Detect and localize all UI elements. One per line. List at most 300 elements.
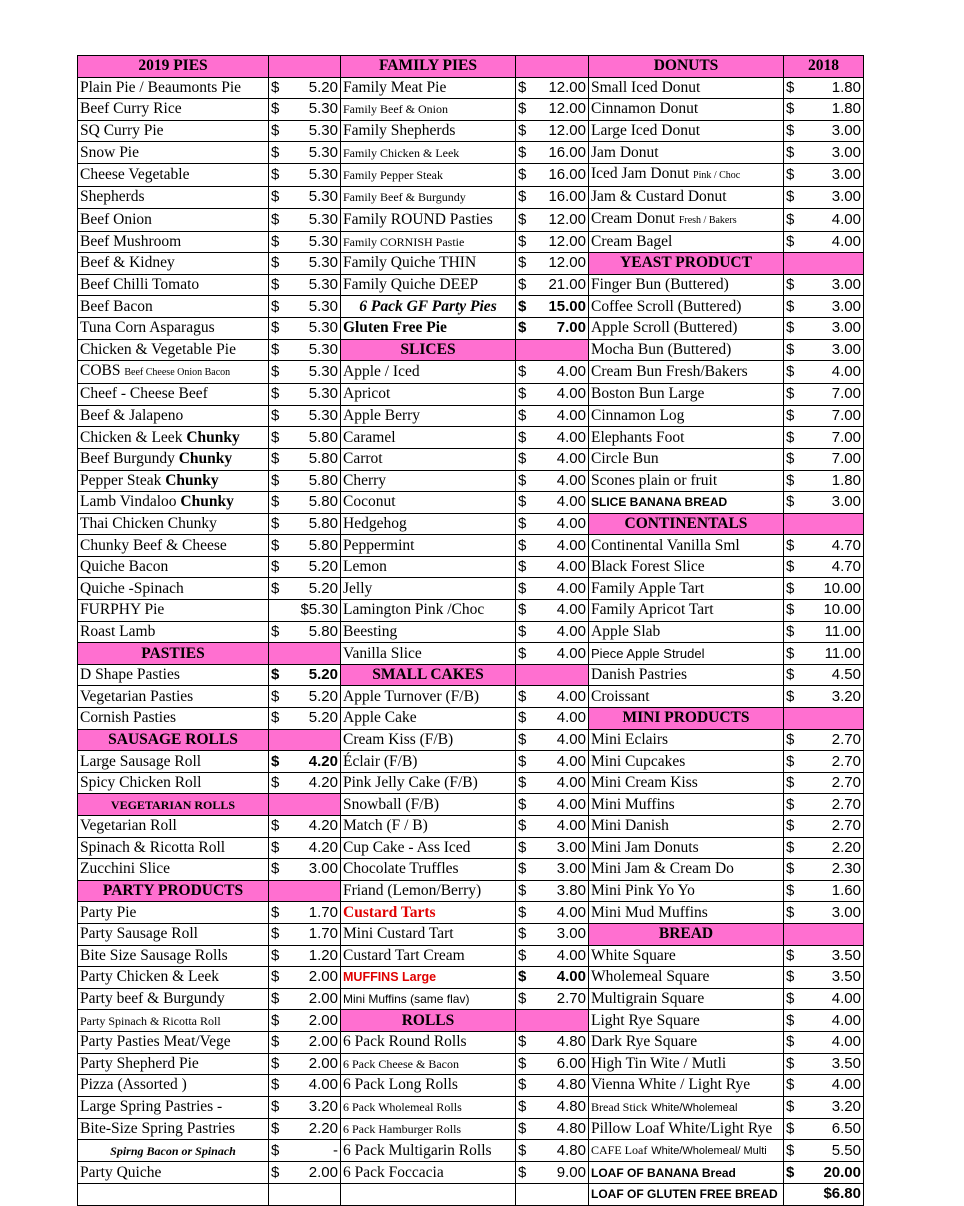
section-header-label: ROLLS: [401, 1011, 455, 1029]
price-value: 7.00: [831, 428, 861, 446]
price-cell: [516, 578, 589, 600]
price-value: 2.00: [308, 968, 338, 986]
header-fill: [516, 1010, 589, 1032]
dollar-sign: $: [518, 730, 527, 748]
price-cell: [784, 361, 864, 384]
item-name: Vegetarian Pasties: [80, 687, 194, 705]
price-cell: [784, 99, 864, 121]
item-name-cell: [341, 686, 516, 708]
price-value: 12.00: [548, 210, 586, 228]
dollar-sign: $: [786, 1076, 795, 1094]
dollar-sign: $: [786, 143, 795, 161]
price-value: 4.00: [831, 363, 861, 381]
item-name: Mocha Bun (Buttered): [591, 340, 732, 358]
price-cell: [516, 859, 589, 881]
table-row: [78, 1075, 864, 1097]
price-value: 5.20: [308, 558, 338, 576]
item-name-cell: [78, 1053, 269, 1075]
item-name-cell: [589, 988, 784, 1010]
price-value: 5.30: [308, 407, 338, 425]
item-name: LOAF OF GLUTEN FREE BREAD: [591, 1187, 778, 1202]
price-value: 2.00: [308, 990, 338, 1008]
dollar-sign: $: [271, 925, 280, 943]
item-name-cell: [78, 142, 269, 164]
price-value: 4.00: [556, 795, 586, 813]
price-value: 5.80: [308, 428, 338, 446]
price-cell: [784, 296, 864, 318]
item-name-cell: [78, 1031, 269, 1053]
price-cell: [516, 945, 589, 967]
item-name: Cinnamon Log: [591, 407, 685, 425]
dollar-sign: $: [271, 385, 280, 403]
dollar-sign: $: [271, 838, 280, 856]
item-name-cell: [341, 967, 516, 989]
item-name: Coffee Scroll (Buttered): [591, 297, 742, 315]
item-name-cell: [589, 1096, 784, 1118]
price-value: 4.00: [556, 493, 586, 511]
item-name: Coconut: [343, 493, 396, 511]
table-row: [78, 923, 864, 945]
price-cell: [269, 208, 341, 231]
price-value: 2.70: [831, 774, 861, 792]
table-row: [78, 317, 864, 339]
dollar-sign: $: [518, 100, 527, 118]
item-name: Family CORNISH Pastie: [343, 234, 465, 249]
price-value: 4.80: [556, 1076, 586, 1094]
item-name: Finger Bun (Buttered): [591, 276, 729, 294]
price-cell: [516, 621, 589, 643]
item-name-cell: [589, 274, 784, 296]
item-name: Peppermint: [343, 536, 415, 554]
header-fill: [516, 664, 589, 686]
dollar-sign: $: [271, 493, 280, 511]
price-value: 5.30: [308, 363, 338, 381]
item-note: Beef Cheese Onion Bacon: [124, 367, 231, 379]
price-value: $5.30: [300, 601, 338, 619]
dollar-sign: $: [786, 450, 795, 468]
header-fill: [269, 729, 341, 751]
table-row: [78, 163, 864, 186]
dollar-sign: $: [518, 1120, 527, 1138]
dollar-sign: $: [271, 1120, 280, 1138]
section-header-label: YEAST PRODUCT: [620, 254, 752, 272]
dollar-sign: $: [271, 407, 280, 425]
table-row: [78, 1140, 864, 1162]
item-name: Large Spring Pastries -: [80, 1098, 223, 1116]
item-name: Mini Muffins (same flav): [343, 992, 470, 1007]
item-name: Mini Muffins: [591, 795, 675, 813]
table-row: [78, 1010, 864, 1032]
section-header-label: PARTY PRODUCTS: [102, 882, 244, 900]
header-fill: [516, 56, 589, 78]
price-cell: [784, 208, 864, 231]
price-value: 5.30: [308, 340, 338, 358]
item-name-cell: [78, 296, 269, 318]
item-name-cell: [589, 772, 784, 794]
price-value: 3.00: [831, 122, 861, 140]
dollar-sign: $: [271, 817, 280, 835]
item-name-cell: [341, 729, 516, 751]
item-name-cell: [341, 988, 516, 1010]
item-name-cell: [78, 120, 269, 142]
price-cell: [516, 1118, 589, 1140]
item-name-cell: [589, 643, 784, 665]
price-cell: [784, 1053, 864, 1075]
section-header-label: SLICES: [400, 340, 456, 358]
item-name: Cup Cake - Ass Iced: [343, 838, 471, 856]
dollar-sign: $: [786, 666, 795, 684]
price-cell: [269, 1140, 341, 1162]
item-name-cell: [78, 1096, 269, 1118]
price-cell: [269, 751, 341, 773]
price-cell: [269, 816, 341, 838]
dollar-sign: $: [786, 1163, 795, 1181]
price-cell: [516, 142, 589, 164]
item-name-cell: [341, 99, 516, 121]
item-name: Cream Bun Fresh/Bakers: [591, 363, 748, 381]
table-row: [78, 600, 864, 622]
item-name-cell: [78, 686, 269, 708]
dollar-sign: $: [786, 946, 795, 964]
dollar-sign: $: [786, 601, 795, 619]
price-cell: [516, 405, 589, 427]
price-value: 10.00: [823, 601, 861, 619]
table-row: [78, 231, 864, 253]
price-value: 4.00: [831, 1011, 861, 1029]
price-cell: [269, 578, 341, 600]
item-name: Friand (Lemon/Berry): [343, 882, 482, 900]
table-row: [78, 621, 864, 643]
price-value: 3.00: [831, 165, 861, 183]
item-name-cell: [341, 556, 516, 578]
header-fill: [516, 339, 589, 361]
price-value: 6.50: [831, 1120, 861, 1138]
price-cell: [784, 1183, 864, 1205]
dollar-sign: $: [271, 752, 280, 770]
price-cell: [269, 988, 341, 1010]
dollar-sign: $: [518, 122, 527, 140]
price-cell: [269, 448, 341, 470]
item-name-cell: [589, 361, 784, 384]
table-row: [78, 794, 864, 816]
price-value: 4.00: [831, 990, 861, 1008]
table-row: [78, 708, 864, 730]
dollar-sign: $: [518, 1163, 527, 1181]
item-name: White Square: [591, 946, 676, 964]
price-cell: [516, 1140, 589, 1162]
dollar-sign: $: [786, 730, 795, 748]
item-name: Beef Chilli Tomato: [80, 276, 200, 294]
item-name-cell: [589, 837, 784, 859]
dollar-sign: $: [786, 363, 795, 381]
dollar-sign: $: [518, 882, 527, 900]
item-name-cell: [78, 772, 269, 794]
header-fill: [269, 794, 341, 816]
item-name-cell: [78, 1183, 269, 1205]
price-cell: [784, 535, 864, 557]
item-name: Pepper Steak: [80, 471, 162, 489]
table-row: [78, 253, 864, 275]
item-name-cell: [78, 988, 269, 1010]
item-name-emphasis: Chunky: [186, 428, 240, 446]
price-cell: [516, 772, 589, 794]
price-value: 3.50: [831, 968, 861, 986]
price-cell: [516, 274, 589, 296]
item-name: Vegetarian Roll: [80, 817, 177, 835]
price-cell: [784, 231, 864, 253]
price-cell: [269, 1053, 341, 1075]
item-name: Jam Donut: [591, 143, 659, 161]
table-row: [78, 967, 864, 989]
table-row: [78, 556, 864, 578]
price-cell: [784, 274, 864, 296]
price-value: 5.30: [308, 254, 338, 272]
dollar-sign: $: [518, 990, 527, 1008]
dollar-sign: $: [518, 752, 527, 770]
item-name: Multigrain Square: [591, 990, 705, 1008]
item-name-cell: [341, 945, 516, 967]
dollar-sign: $: [271, 143, 280, 161]
item-name: Family Meat Pie: [343, 78, 447, 96]
item-name-cell: [78, 621, 269, 643]
item-name-cell: [78, 77, 269, 99]
item-name: Lamb Vindaloo: [80, 493, 177, 511]
price-cell: [269, 296, 341, 318]
section-header: [341, 56, 516, 78]
item-name: Chicken & Leek: [80, 428, 183, 446]
price-value: 4.00: [556, 687, 586, 705]
dollar-sign: $: [786, 817, 795, 835]
dollar-sign: $: [518, 514, 527, 532]
item-name-cell: [589, 427, 784, 449]
dollar-sign: $: [786, 990, 795, 1008]
dollar-sign: $: [786, 622, 795, 640]
dollar-sign: $: [271, 471, 280, 489]
item-name-cell: [341, 470, 516, 492]
section-header: [589, 56, 784, 78]
price-cell: [516, 253, 589, 275]
item-name-cell: [589, 470, 784, 492]
price-value: 4.00: [831, 1076, 861, 1094]
item-name: Bite Size Sausage Rolls: [80, 946, 228, 964]
item-name-cell: [589, 231, 784, 253]
dollar-sign: $: [518, 709, 527, 727]
item-name-cell: [78, 186, 269, 208]
price-cell: [516, 643, 589, 665]
price-value: 2.70: [831, 795, 861, 813]
item-name: Elephants Foot: [591, 428, 685, 446]
item-name: Shepherds: [80, 188, 145, 206]
item-name: Cinnamon Donut: [591, 100, 699, 118]
table-row: [78, 405, 864, 427]
item-name-cell: [78, 1140, 269, 1162]
item-name-cell: [78, 1118, 269, 1140]
price-value: 3.00: [556, 925, 586, 943]
price-cell: [516, 988, 589, 1010]
dollar-sign: $: [518, 254, 527, 272]
item-name: Beef & Jalapeno: [80, 407, 184, 425]
price-value: 3.50: [831, 1054, 861, 1072]
header-fill: [269, 880, 341, 902]
price-cell: [269, 600, 341, 622]
price-value: 4.00: [556, 471, 586, 489]
table-row: [78, 859, 864, 881]
item-name: Party Shepherd Pie: [80, 1054, 199, 1072]
item-name: Hedgehog: [343, 514, 407, 532]
dollar-sign: $: [271, 1141, 280, 1159]
item-name: Party Pie: [80, 903, 137, 921]
dollar-sign: $: [786, 860, 795, 878]
dollar-sign: $: [786, 1054, 795, 1072]
price-cell: [269, 163, 341, 186]
price-cell: [269, 405, 341, 427]
price-cell: [516, 880, 589, 902]
item-name-cell: [341, 643, 516, 665]
item-name: MUFFINS Large: [343, 970, 437, 985]
item-name-cell: [589, 405, 784, 427]
dollar-sign: $: [518, 946, 527, 964]
item-name: Tuna Corn Asparagus: [80, 319, 215, 337]
dollar-sign: $: [518, 838, 527, 856]
price-value: 4.20: [308, 817, 338, 835]
price-cell: [269, 120, 341, 142]
dollar-sign: $: [786, 838, 795, 856]
table-row: [78, 384, 864, 406]
item-name: Carrot: [343, 450, 383, 468]
section-header-label: BREAD: [658, 925, 714, 943]
item-name: Spirng Bacon or Spinach: [110, 1143, 236, 1158]
price-value: 4.00: [831, 1033, 861, 1051]
table-row: [78, 772, 864, 794]
table-row: [78, 751, 864, 773]
item-name: Chocolate Truffles: [343, 860, 459, 878]
item-name: Éclair (F/B): [343, 752, 418, 770]
item-name: SLICE BANANA BREAD: [591, 495, 728, 510]
item-name-cell: [78, 535, 269, 557]
price-cell: [269, 859, 341, 881]
table-row: [78, 492, 864, 514]
price-cell: [516, 231, 589, 253]
price-value: 3.00: [831, 340, 861, 358]
price-cell: [269, 664, 341, 686]
item-name-cell: [589, 751, 784, 773]
price-value: 12.00: [548, 232, 586, 250]
price-value: 5.80: [308, 536, 338, 554]
dollar-sign: $: [786, 407, 795, 425]
item-name-cell: [341, 142, 516, 164]
price-value: 4.20: [308, 774, 338, 792]
item-name-cell: [341, 1075, 516, 1097]
price-cell: [269, 686, 341, 708]
section-header-label: 2019 PIES: [138, 57, 208, 75]
item-name: Apple Scroll (Buttered): [591, 319, 738, 337]
item-name: Gluten Free Pie: [343, 319, 447, 337]
item-name-cell: [78, 317, 269, 339]
item-name: Mini Eclairs: [591, 730, 669, 748]
header-fill: [784, 923, 864, 945]
item-name: Scones plain or fruit: [591, 471, 718, 489]
item-name-cell: [341, 923, 516, 945]
price-value: 4.00: [556, 730, 586, 748]
item-name: Family Beef & Burgundy: [343, 190, 466, 205]
dollar-sign: $: [518, 232, 527, 250]
item-name-cell: [78, 1010, 269, 1032]
table-row: [78, 296, 864, 318]
price-value: 16.00: [548, 188, 586, 206]
header-fill: [269, 643, 341, 665]
price-value: 12.00: [548, 254, 586, 272]
price-value: 4.00: [556, 946, 586, 964]
section-header-label: MINI PRODUCTS: [622, 709, 750, 727]
price-value: 2.20: [308, 1120, 338, 1138]
item-name: Cream Bagel: [591, 232, 673, 250]
dollar-sign: $: [271, 1163, 280, 1181]
item-name: 6 Pack Foccacia: [343, 1163, 444, 1181]
item-name-cell: [589, 600, 784, 622]
item-name-cell: [78, 1075, 269, 1097]
table-row: [78, 361, 864, 384]
item-name: Family Quiche DEEP: [343, 276, 479, 294]
item-name: Cherry: [343, 471, 387, 489]
price-value: 3.00: [831, 188, 861, 206]
table-row: [78, 339, 864, 361]
item-note: White/Wholemeal: [651, 1101, 738, 1114]
price-value: 4.00: [556, 601, 586, 619]
table-row: [78, 120, 864, 142]
item-name: High Tin Wite / Mutli: [591, 1054, 727, 1072]
price-cell: [516, 120, 589, 142]
price-value: 4.00: [556, 644, 586, 662]
dollar-sign: $: [786, 1120, 795, 1138]
dollar-sign: $: [786, 968, 795, 986]
price-cell: [784, 186, 864, 208]
price-value: 3.00: [556, 838, 586, 856]
item-name-cell: [341, 317, 516, 339]
item-name-cell: [589, 859, 784, 881]
price-cell: [516, 470, 589, 492]
item-name: CAFE Loaf: [591, 1143, 648, 1158]
item-name: Mini Pink Yo Yo: [591, 882, 695, 900]
price-cell: [269, 427, 341, 449]
table-row: [78, 945, 864, 967]
dollar-sign: $: [518, 1098, 527, 1116]
item-name-cell: [341, 794, 516, 816]
dollar-sign: $: [271, 1076, 280, 1094]
item-name: Circle Bun: [591, 450, 659, 468]
price-cell: [516, 448, 589, 470]
price-cell: [269, 556, 341, 578]
dollar-sign: $: [518, 363, 527, 381]
price-cell: [269, 492, 341, 514]
dollar-sign: $: [518, 536, 527, 554]
item-name-cell: [589, 1162, 784, 1184]
dollar-sign: $: [271, 990, 280, 1008]
table-row: [78, 578, 864, 600]
item-name: Large Iced Donut: [591, 122, 701, 140]
price-cell: [516, 1075, 589, 1097]
dollar-sign: $: [271, 428, 280, 446]
item-name-cell: [589, 1183, 784, 1205]
price-cell: [784, 664, 864, 686]
price-cell: [269, 772, 341, 794]
price-cell: [784, 492, 864, 514]
dollar-sign: $: [518, 1033, 527, 1051]
price-cell: [784, 837, 864, 859]
bakery-price-list: [77, 55, 864, 1206]
dollar-sign: $: [271, 188, 280, 206]
item-name: Family Apricot Tart: [591, 601, 714, 619]
item-name: Continental Vanilla Sml: [591, 536, 740, 554]
